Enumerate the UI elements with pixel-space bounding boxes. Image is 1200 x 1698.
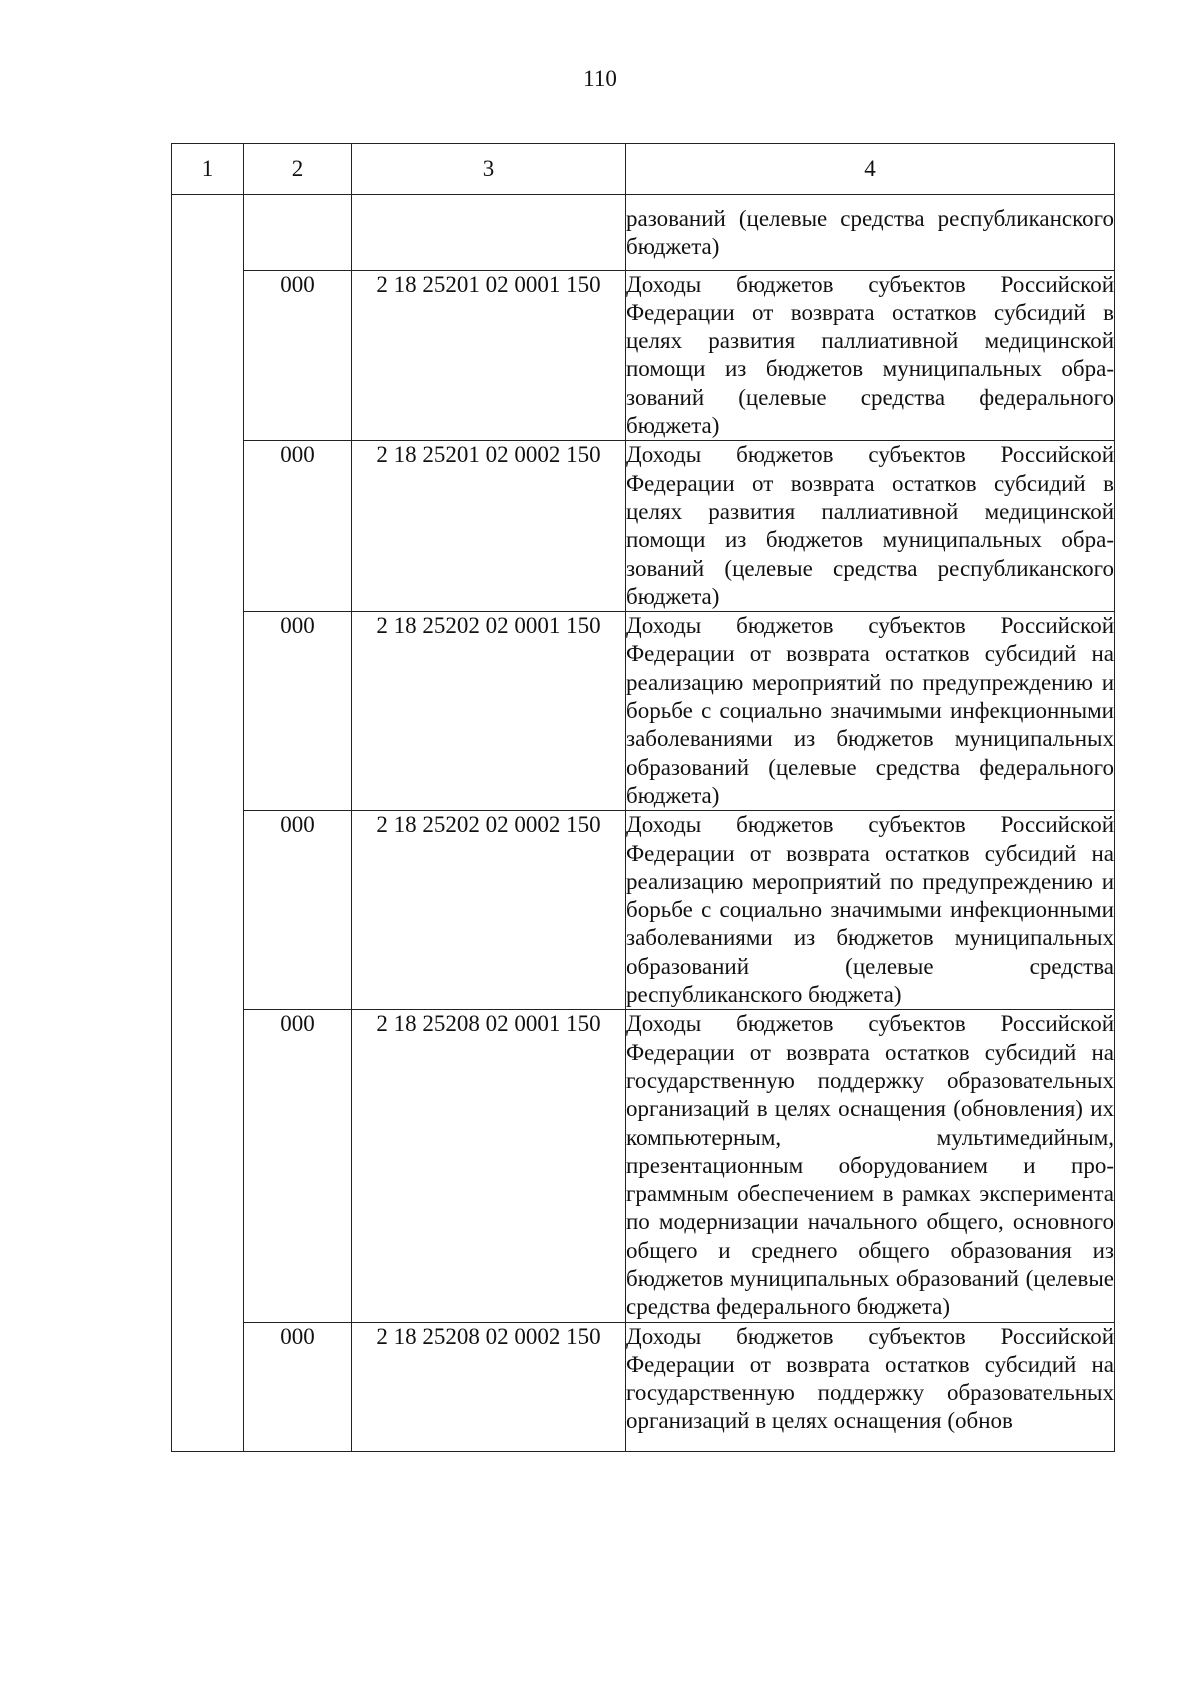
code-number-cell-empty	[352, 195, 626, 271]
description-cell: Доходы бюджетов субъектов Российской Федерации от возврата остатков субсидий в целях развития паллиативной медицинской помощи из бюджетов муниципальных образований (целевые средства федерального бюджета)	[626, 270, 1115, 441]
column-1-merged-cell	[172, 195, 244, 1452]
column-header-1: 1	[172, 144, 244, 195]
description-cell: Доходы бюджетов субъектов Российской Федерации от возврата остатков субсидий на государственную поддержку образовательных организаций в целях оснащения (обнов	[626, 1322, 1115, 1451]
description-cell: Доходы бюджетов субъектов Российской Федерации от возврата остатков субсидий на реализацию мероприятий по предупреждению и борьбе с социально значимыми инфекционными заболеваниями из бюджетов муниципальных образований (целевые средства республиканского бюджета)	[626, 811, 1115, 1010]
code-number-cell: 2 18 25208 02 0002 150	[352, 1322, 626, 1451]
table-row	[172, 811, 1115, 1010]
column-header-2: 2	[244, 144, 352, 195]
column-header-3: 3	[352, 144, 626, 195]
code-number-cell: 2 18 25202 02 0001 150	[352, 612, 626, 811]
table-row	[172, 1010, 1115, 1322]
code-number-cell: 2 18 25208 02 0001 150	[352, 1010, 626, 1322]
code-type-cell: 000	[244, 612, 352, 811]
code-type-cell-empty	[244, 195, 352, 271]
table-row	[172, 612, 1115, 811]
description-cell: Доходы бюджетов субъектов Российской Федерации от возврата остатков субсидий на государственную поддержку образовательных организаций в целях оснащения (обновления) их компьютерным, мультимедийным, презентационным оборудованием и программным обеспечением в рамках эксперимента по модернизации начального общего, основного общего и среднего общего образования из бюджетов муниципальных образований (целевые средства федерального бюджета)	[626, 1010, 1115, 1322]
table-row	[172, 1322, 1115, 1451]
table-row-continuation	[172, 195, 1115, 271]
description-cell: Доходы бюджетов субъектов Российской Федерации от возврата остатков субсидий в целях развития паллиативной медицинской помощи из бюджетов муниципальных образований (целевые средства республиканского бюджета)	[626, 441, 1115, 612]
column-header-4: 4	[626, 144, 1115, 195]
code-type-cell: 000	[244, 811, 352, 1010]
code-number-cell: 2 18 25201 02 0002 150	[352, 441, 626, 612]
table-row	[172, 441, 1115, 612]
code-number-cell: 2 18 25202 02 0002 150	[352, 811, 626, 1010]
code-type-cell: 000	[244, 270, 352, 441]
code-type-cell: 000	[244, 1010, 352, 1322]
budget-code-table	[171, 143, 1115, 1452]
table-header-row	[172, 144, 1115, 195]
code-number-cell: 2 18 25201 02 0001 150	[352, 270, 626, 441]
table-row	[172, 270, 1115, 441]
code-type-cell: 000	[244, 441, 352, 612]
description-cell: разований (целевые средства республиканского бюджета)	[626, 195, 1115, 271]
description-cell: Доходы бюджетов субъектов Российской Федерации от возврата остатков субсидий на реализацию мероприятий по предупреждению и борьбе с социально значимыми инфекционными заболеваниями из бюджетов муниципальных образований (целевые средства федерального бюджета)	[626, 612, 1115, 811]
code-type-cell: 000	[244, 1322, 352, 1451]
page-number: 110	[583, 66, 617, 91]
